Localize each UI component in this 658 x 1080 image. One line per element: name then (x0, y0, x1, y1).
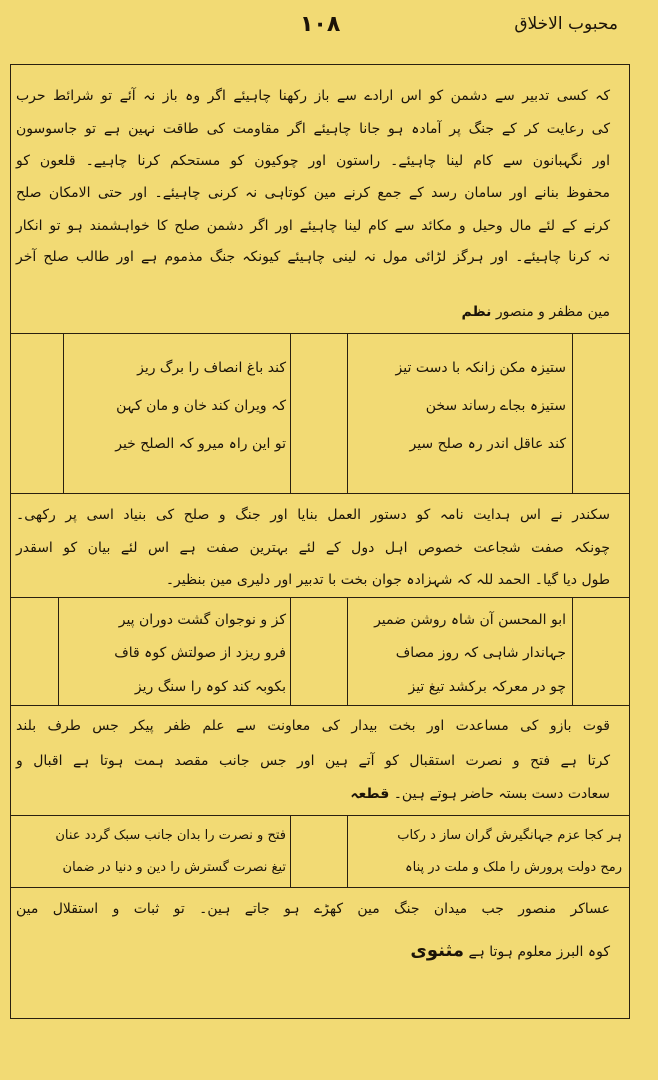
label-masnavi: مثنوی (410, 940, 464, 961)
divider (347, 333, 348, 493)
text-line-end: کوہ البرز معلوم ہوتا ہے (468, 944, 610, 960)
text-line-end: مین مظفر و منصور (495, 304, 610, 320)
book-title: محبوب الاخلاق (514, 14, 618, 34)
text-line: عساکر منصور جب میدان جنگ مین کھڑے ہو جاتے ہین۔ تو ثبات و استقلال مین (16, 901, 610, 917)
text-line-end: سعادت دست بستہ حاضر ہوتے ہین۔ (393, 786, 610, 802)
page-number: ۱۰۸ (300, 12, 341, 37)
text-line (16, 937, 610, 966)
verse-line: ابو المحسن آن شاہ روشن ضمیر (374, 612, 566, 628)
verse-line: فرو ریزد از صولتش کوہ قاف (114, 645, 286, 661)
text-line: محفوظ بنانے اور سامان رسد کے جمع کرنے مین کوتاہی نہ کرنی چاہیئے۔ اور حتی الامکان صلح (16, 185, 610, 201)
divider (10, 705, 630, 706)
divider (290, 333, 291, 493)
divider (10, 887, 630, 888)
verse-line: جہاندار شاہی کہ روز مصاف (395, 645, 566, 661)
divider (63, 333, 64, 493)
text-line: سکندر نے اس ہدایت نامہ کو دستور العمل بنایا اور جنگ و صلح کی بنیاد اسی پر رکھی۔ (16, 507, 610, 523)
divider (10, 333, 630, 334)
verse-line: کہ ویران کند خان و مان کہن (116, 398, 286, 414)
verse-line: تو این راہ میرو کہ الصلح خیر (115, 436, 286, 452)
verse-line: تیغ نصرت گسترش را دین و دنیا در ضمان (62, 860, 286, 875)
verse-line: رمح دولت پرورش را ملک و ملت در پناہ (405, 860, 622, 875)
divider (290, 597, 291, 705)
divider (10, 815, 630, 816)
verse-line: چو در معرکہ برکشد تیغ تیز (408, 679, 566, 695)
text-line: کہ کسی تدبیر سے دشمن کو اس ارادے سے باز رکھنا چاہیئے اگر وہ باز نہ آئے تو شرائط حرب (16, 88, 610, 104)
text-line: طول دیا گیا۔ الحمد للہ کہ شہزادہ جوان بخت با تدبیر اور دلیری مین بنظیر۔ (165, 572, 610, 588)
text-line: قوت بازو کی مساعدت اور بخت بیدار کی معاونت سے علم ظفر پیکر جس طرف بلند (16, 718, 610, 734)
verse-line: کند باغ انصاف را برگ ریز (137, 360, 286, 376)
divider (572, 333, 573, 493)
verse-line: ہر کجا عزم جہانگیرش گران ساز د رکاب (397, 828, 622, 843)
text-line: کرنے کے لئے مال وحیل و مکائد سے کام لینا چاہیئے اور اگر دشمن صلح کا خواہشمند ہو تو انکار (16, 218, 610, 234)
label-nazm: نظم (461, 304, 492, 320)
verse-line: کز و نوجوان گشت دوران پیر (118, 612, 286, 628)
text-line: اور نگہبانون سے کام لینا چاہیئے۔ راستون اور چوکیون کو مستحکم کرنا چاہیے۔ قلعون کو (16, 153, 610, 169)
verse-line: کند عاقل اندر رہ صلح سیر (409, 436, 566, 452)
divider (10, 493, 630, 494)
divider (290, 815, 291, 887)
text-line: کی رعایت کر کے جنگ پر آمادہ ہو جانا چاہیئے اگر مقاومت کی طاقت نہین ہے تو جاسوسون (16, 121, 610, 137)
divider (347, 597, 348, 705)
text-line (16, 298, 610, 326)
divider (58, 597, 59, 705)
divider (10, 597, 630, 598)
text-line: نہ کرنا چاہیئے۔ اور ہرگز لڑائی مول نہ لینی چاہیئے کیونکہ جنگ مذموم ہے اور طالب صلح آخر (16, 249, 610, 265)
label-qita: قطعہ (350, 786, 390, 802)
divider (572, 597, 573, 705)
text-line (16, 780, 610, 808)
text-line: کرتا ہے فتح و نصرت استقبال کو آتے ہین اور جس جانب مقصد ہمت ہوتا ہے اقبال و (16, 753, 610, 769)
verse-line: ستیزہ مکن زانکہ با دست تیز (395, 360, 566, 376)
divider (347, 815, 348, 887)
text-line: چونکہ صفت شجاعت خصوص اہل دول کے لئے بہترین صفت ہے اس لئے بیان کو اسقدر (16, 540, 610, 556)
verse-line: فتح و نصرت را بدان جانب سبک گردد عنان (55, 828, 286, 843)
verse-line: ستیزہ بجاے رساند سخن (425, 398, 566, 414)
verse-line: بکوبہ کند کوہ را سنگ ریز (134, 679, 286, 695)
